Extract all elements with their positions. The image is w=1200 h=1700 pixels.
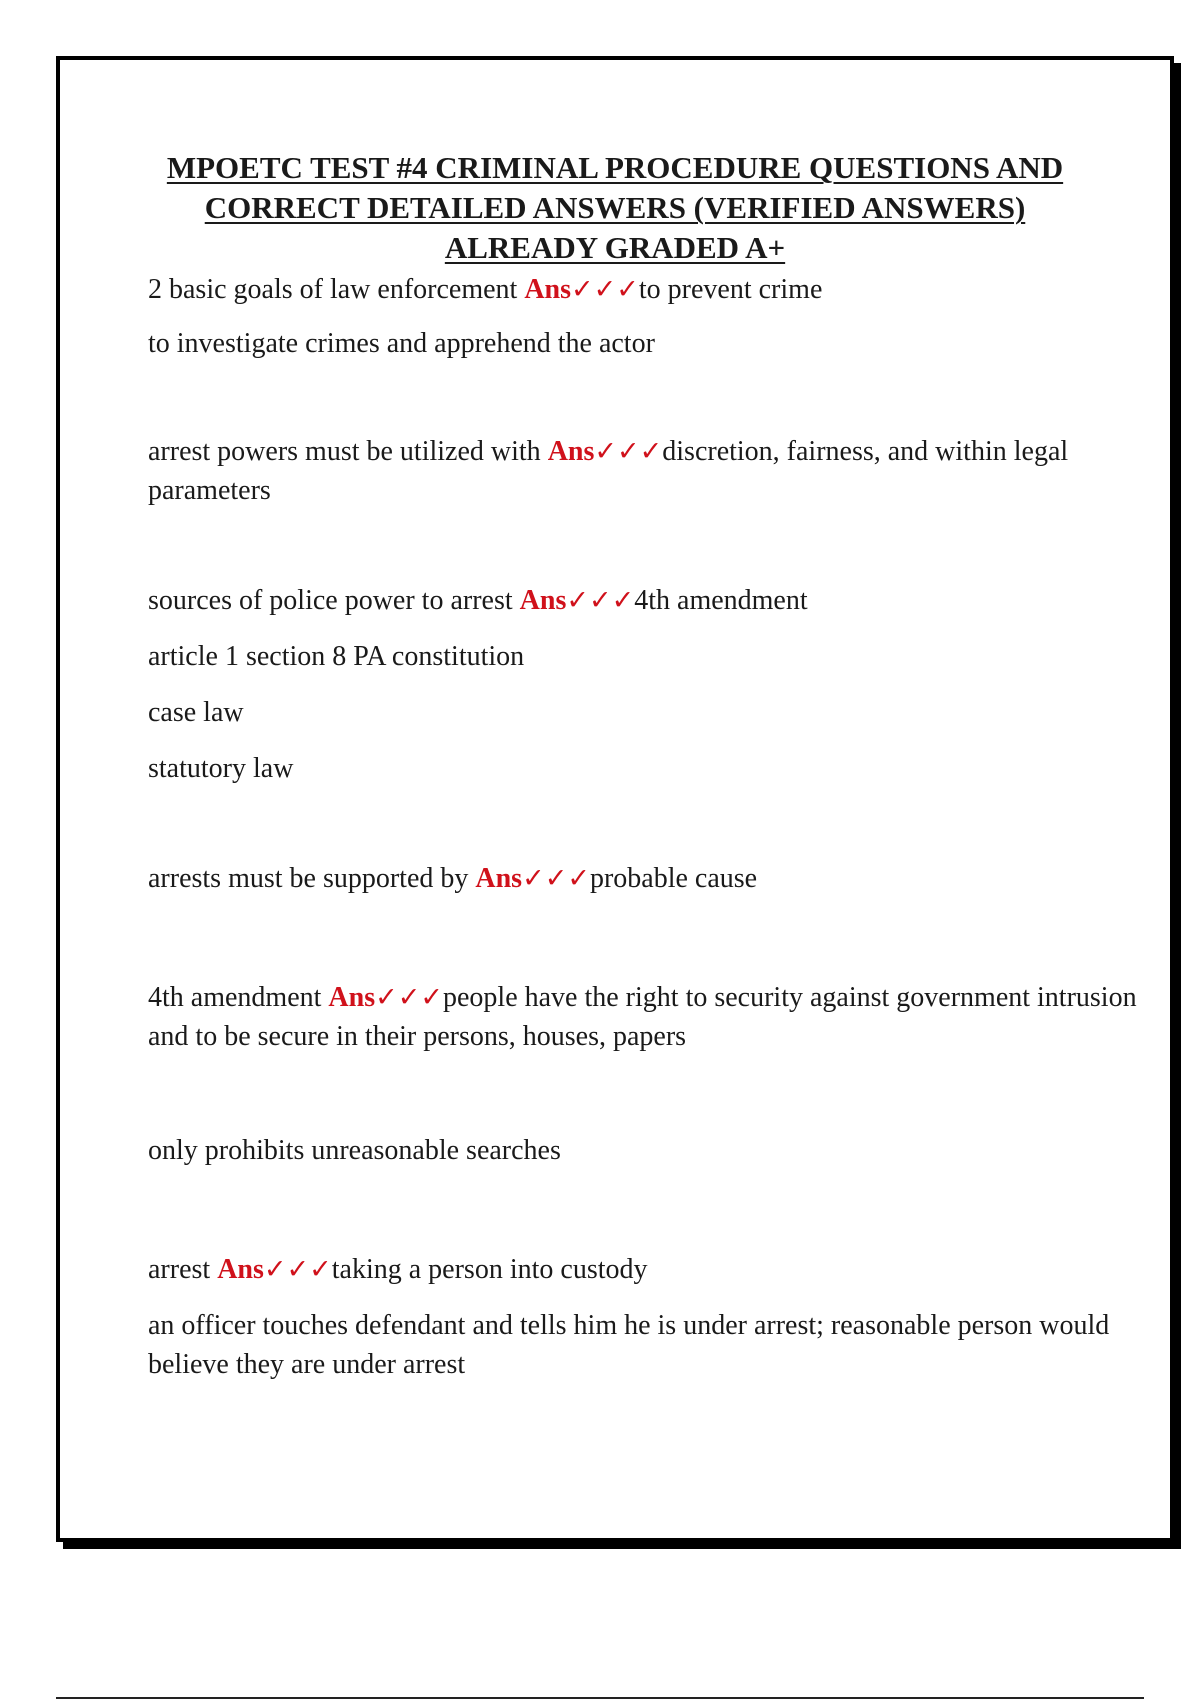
answer-text: to prevent crime xyxy=(638,274,823,305)
question-text: 4th amendment xyxy=(148,982,329,1013)
answer-label: Ans xyxy=(475,863,523,894)
checkmark-icon: ✓✓✓ xyxy=(571,274,639,305)
checkmark-icon: ✓✓✓ xyxy=(566,585,635,616)
qa-item-2 xyxy=(148,432,1138,510)
document-title xyxy=(60,148,1170,268)
answer-extra-line: statutory law xyxy=(148,753,294,784)
answer-label: Ans xyxy=(328,982,376,1013)
answer-label: Ans xyxy=(524,274,572,305)
qa-question-line xyxy=(148,270,1138,309)
qa-item-6 xyxy=(148,1131,1138,1170)
question-text: arrest xyxy=(148,1254,218,1285)
answer-extra-line: an officer touches defendant and tells him he is under arrest; reasonable person would believe they are under arrest xyxy=(148,1310,1110,1380)
qa-item-1 xyxy=(148,270,1138,363)
qa-item-4 xyxy=(148,859,1138,898)
checkmark-icon: ✓✓✓ xyxy=(263,1254,332,1285)
footer-divider xyxy=(56,1697,1144,1699)
answer-text: discretion, fairness, and within legal parameters xyxy=(148,436,1069,506)
qa-question-line xyxy=(148,581,1138,620)
qa-question-line xyxy=(148,978,1138,1056)
checkmark-icon: ✓✓✓ xyxy=(594,436,663,467)
checkmark-icon: ✓✓✓ xyxy=(375,982,443,1013)
qa-list xyxy=(148,270,1138,1384)
qa-question-line xyxy=(148,432,1138,510)
qa-question-line xyxy=(148,1250,1138,1289)
title-line-1: MPOETC TEST #4 CRIMINAL PROCEDURE QUESTIONS AND xyxy=(166,150,1064,185)
question-text: 2 basic goals of law enforcement xyxy=(148,274,525,305)
answer-label: Ans xyxy=(519,585,567,616)
answer-extra-line: case law xyxy=(148,697,244,728)
answer-text: people have the right to security against government intrusion and to be secure in their persons, houses, papers xyxy=(148,982,1137,1052)
qa-item-5 xyxy=(148,978,1138,1056)
question-text: arrest powers must be utilized with xyxy=(148,436,548,467)
title-line-2: CORRECT DETAILED ANSWERS (VERIFIED ANSWERS) xyxy=(204,190,1026,225)
answer-text: 4th amendment xyxy=(634,585,808,616)
checkmark-icon: ✓✓✓ xyxy=(522,863,590,894)
answer-extra-line: only prohibits unreasonable searches xyxy=(148,1135,561,1166)
answer-text: probable cause xyxy=(589,863,758,894)
document-page xyxy=(56,56,1174,1542)
answer-label: Ans xyxy=(547,436,595,467)
qa-item-3 xyxy=(148,581,1138,788)
qa-question-line xyxy=(148,859,1138,898)
title-line-3: ALREADY GRADED A+ xyxy=(444,230,786,265)
answer-label: Ans xyxy=(217,1254,264,1285)
answer-extra-line: to investigate crimes and apprehend the actor xyxy=(148,328,655,359)
question-text: arrests must be supported by xyxy=(148,863,476,894)
question-text: sources of police power to arrest xyxy=(148,585,520,616)
qa-item-7 xyxy=(148,1250,1138,1384)
answer-extra-line: article 1 section 8 PA constitution xyxy=(148,641,525,672)
answer-text: taking a person into custody xyxy=(331,1254,648,1285)
